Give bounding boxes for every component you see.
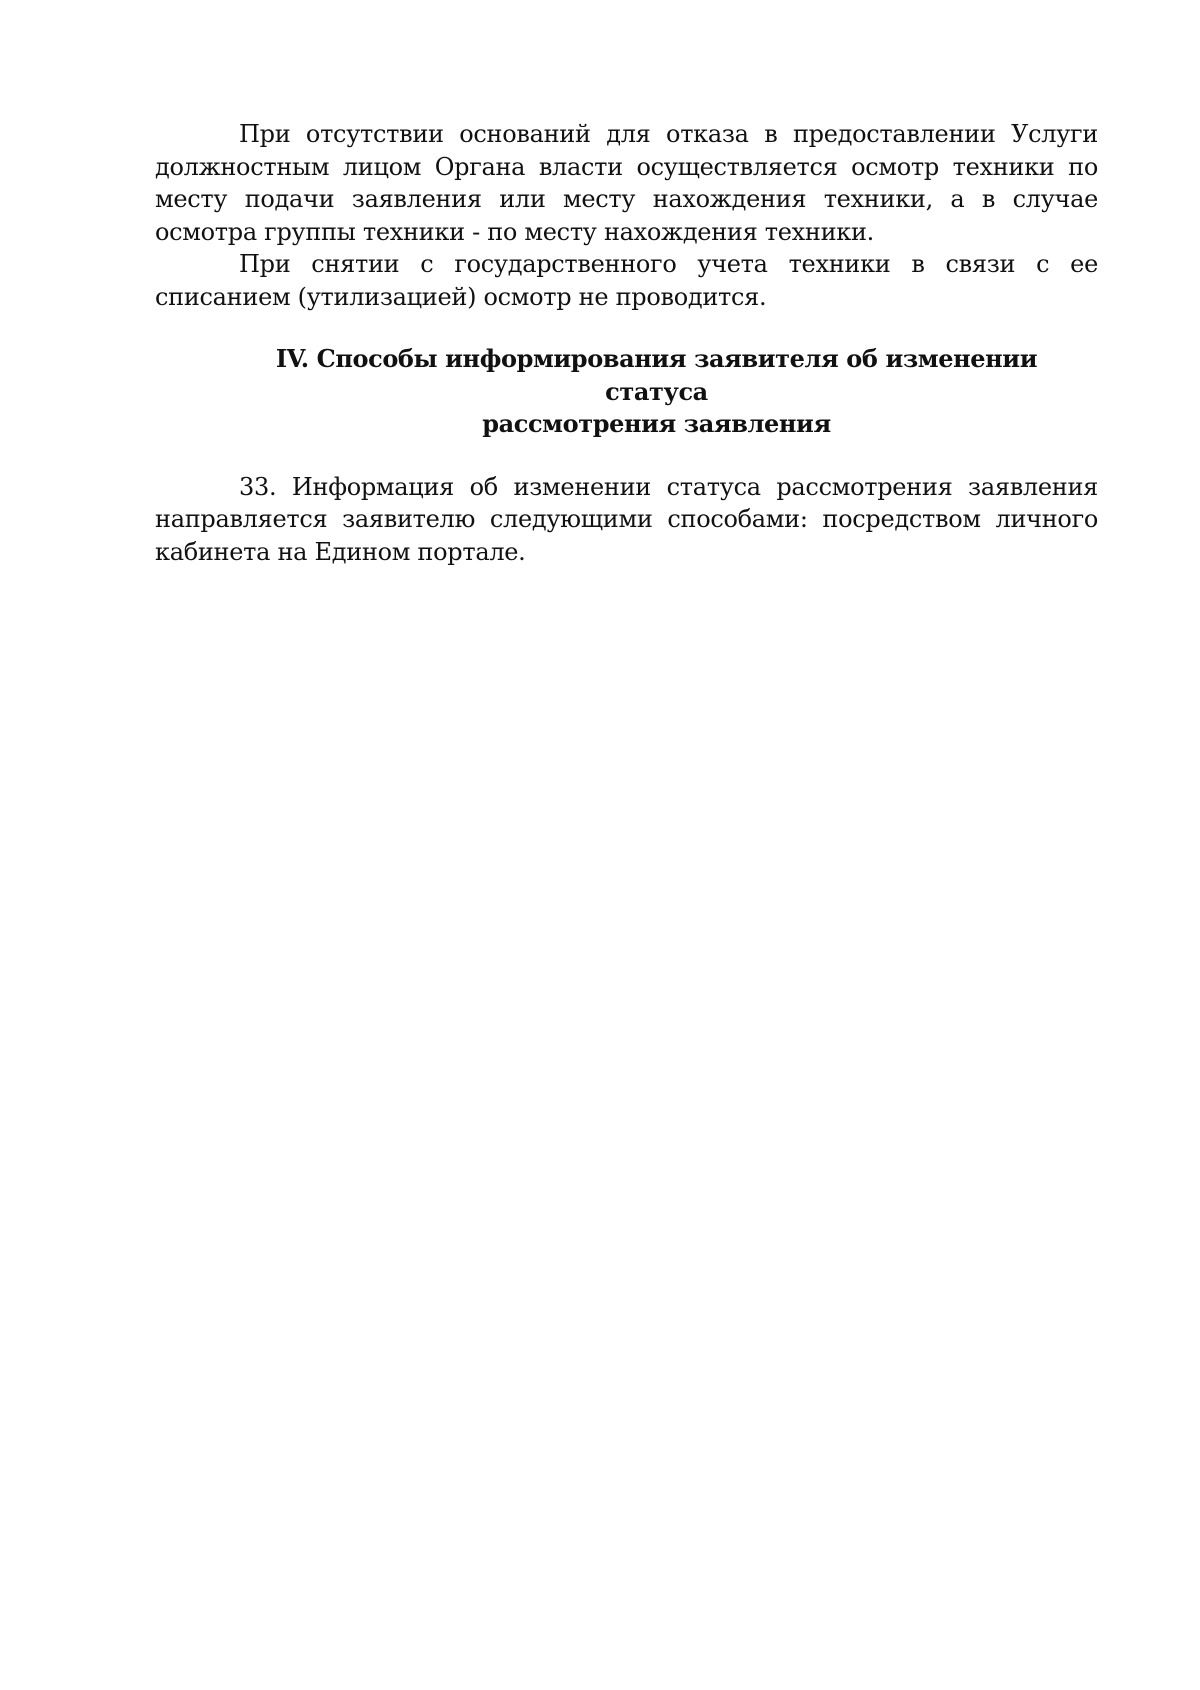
paragraph-deregistration: При снятии с государственного учета техники в связи с ее списанием (утилизацией) осмотр не проводится. xyxy=(155,250,1098,311)
document-body xyxy=(155,118,1098,568)
section-heading-line-2: рассмотрения заявления xyxy=(482,409,831,438)
paragraph-33: 33. Информация об изменении статуса рассмотрения заявления направляется заявителю следующими способами: посредством личного кабинета на Едином портале. xyxy=(155,472,1098,566)
section-heading-line-1: IV. Способы информирования заявителя об изменении статуса xyxy=(275,344,1038,406)
section-heading xyxy=(155,343,1098,441)
paragraph-inspection: При отсутствии оснований для отказа в предоставлении Услуги должностным лицом Органа власти осуществляется осмотр техники по месту подачи заявления или месту нахождения техники, а в случае осмотра группы техники - по месту нахождения техники. xyxy=(155,120,1098,246)
